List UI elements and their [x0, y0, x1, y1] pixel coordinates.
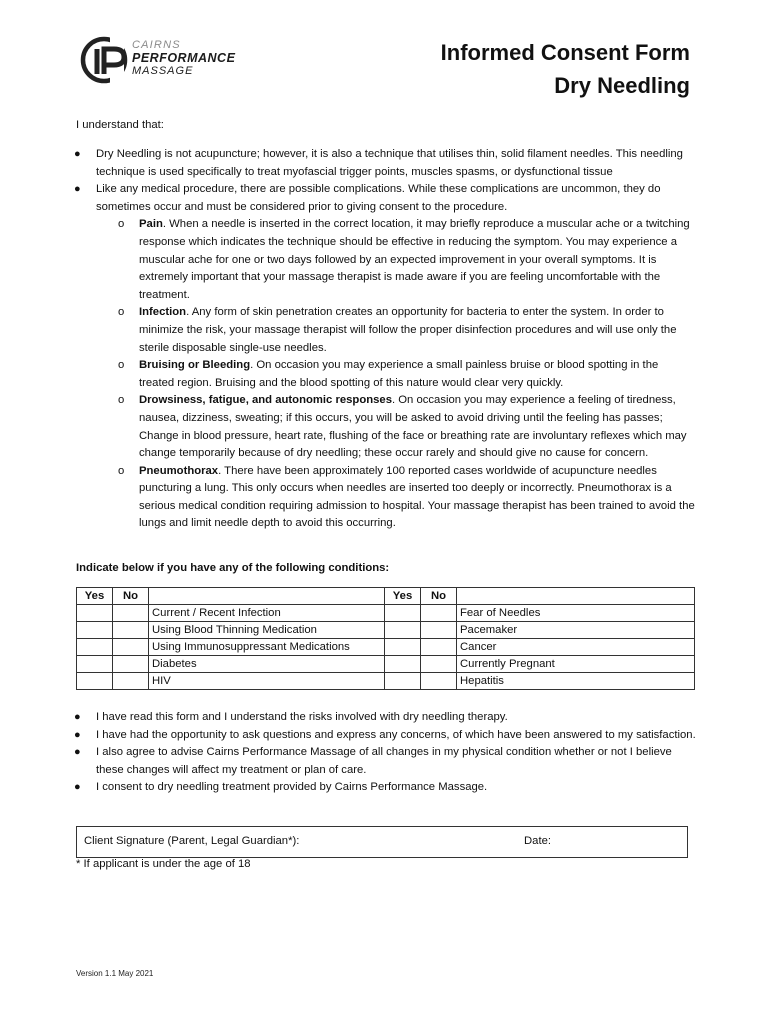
signature-field[interactable]: [76, 826, 688, 858]
complication-item: [76, 357, 696, 392]
circle-bullet-icon: o: [118, 218, 125, 231]
condition-label: HIV: [149, 673, 385, 690]
yes-checkbox-cell[interactable]: [77, 605, 113, 622]
list-item: ● Dry Needling is not acupuncture; however, it is also a technique that utilises thin, solid filament needles. This needling technique is used specifically to treat myofascial trigger points, muscles spasms, or dysfunctional tissue: [74, 148, 683, 178]
no-checkbox-cell[interactable]: [421, 605, 457, 622]
yes-checkbox-cell[interactable]: [77, 622, 113, 639]
conditions-table: [76, 587, 695, 690]
signature-label: Client Signature (Parent, Legal Guardian*):: [84, 835, 300, 847]
list-item: ● I have had the opportunity to ask questions and express any concerns, of which have been answered to my satisfaction.: [76, 727, 696, 745]
condition-label: Fear of Needles: [457, 605, 695, 622]
complication-text: . When a needle is inserted in the correct location, it may briefly reproduce a muscular ache or a twitching response which indicates the technique should be effective in reducing the symptom. You may experience a muscular ache for one or two days followed by an expected improvement in your overall symptoms. It is extremely important that your massage therapist is made aware if you are feeling uncomfortable with the treatment.: [139, 218, 690, 301]
table-header-row: [77, 588, 695, 605]
complication-term: Pneumothorax: [139, 464, 219, 477]
page-title: [441, 36, 690, 102]
complication-text: . Any form of skin penetration creates an opportunity for bacteria to enter the system. In order to minimize the risk, your massage therapist will follow the proper disinfection procedures and will use only the sterile disposable single-use needles.: [139, 306, 677, 354]
yes-checkbox-cell[interactable]: [77, 673, 113, 690]
circle-bullet-icon: o: [118, 394, 125, 407]
condition-label: Cancer: [457, 639, 695, 656]
bullet-icon: ●: [74, 183, 81, 196]
list-item: ● I have read this form and I understand the risks involved with dry needling therapy.: [76, 709, 696, 727]
condition-label: Pacemaker: [457, 622, 695, 639]
circle-bullet-icon: o: [118, 464, 125, 477]
no-header: No: [113, 588, 149, 605]
complication-item: [76, 463, 696, 533]
no-checkbox-cell[interactable]: [113, 622, 149, 639]
yes-checkbox-cell[interactable]: [385, 622, 421, 639]
company-logo: [80, 30, 260, 96]
logo-line-performance: PERFORMANCE: [132, 51, 236, 65]
complication-item: [76, 392, 696, 462]
list-item: ● Like any medical procedure, there are possible complications. While these complications are uncommon, they do sometimes occur and must be considered prior to giving consent to the procedure.: [74, 183, 661, 213]
no-checkbox-cell[interactable]: [421, 656, 457, 673]
yes-header: Yes: [385, 588, 421, 605]
complication-term: Pain: [139, 218, 163, 231]
yes-checkbox-cell[interactable]: [385, 673, 421, 690]
agreement-list: [76, 709, 696, 797]
yes-checkbox-cell[interactable]: [385, 656, 421, 673]
no-checkbox-cell[interactable]: [113, 605, 149, 622]
bullet-icon: ●: [74, 711, 81, 723]
yes-header: Yes: [77, 588, 113, 605]
yes-checkbox-cell[interactable]: [77, 656, 113, 673]
complication-term: Drowsiness, fatigue, and autonomic responses: [139, 394, 392, 407]
no-checkbox-cell[interactable]: [113, 673, 149, 690]
conditions-heading: Indicate below if you have any of the following conditions:: [76, 562, 390, 574]
no-header: No: [421, 588, 457, 605]
circle-bullet-icon: o: [118, 359, 125, 372]
yes-checkbox-cell[interactable]: [385, 605, 421, 622]
yes-checkbox-cell[interactable]: [77, 639, 113, 656]
table-row: [77, 673, 695, 690]
complication-term: Bruising or Bleeding: [139, 359, 251, 372]
complication-text: . On occasion you may experience a feeling of tiredness, nausea, dizziness, sweating; if this occurs, you will be asked to avoid driving until the feeling has passes; Change in blood pressure, heart rate, flushing of the face or breathing rate are involuntary reflexes which may change temporarily because of dry needling; these occur rarely and should give no cause for concern.: [139, 394, 687, 460]
logo-mark-icon: [80, 30, 130, 90]
understanding-list: [76, 146, 696, 533]
condition-label: Using Blood Thinning Medication: [149, 622, 385, 639]
list-item: ● I consent to dry needling treatment provided by Cairns Performance Massage.: [76, 779, 696, 797]
condition-label: Diabetes: [149, 656, 385, 673]
circle-bullet-icon: o: [118, 306, 125, 319]
table-row: [77, 656, 695, 673]
bullet-icon: ●: [74, 781, 81, 794]
condition-label: Hepatitis: [457, 673, 695, 690]
no-checkbox-cell[interactable]: [113, 639, 149, 656]
version-label: Version 1.1 May 2021: [76, 969, 154, 978]
condition-label: Using Immunosuppressant Medications: [149, 639, 385, 656]
condition-label: Currently Pregnant: [457, 656, 695, 673]
table-row: [77, 622, 695, 639]
no-checkbox-cell[interactable]: [421, 622, 457, 639]
logo-line-cairns: CAIRNS: [132, 39, 181, 51]
table-row: [77, 639, 695, 656]
intro-text: I understand that:: [76, 119, 164, 131]
title-line-2: Dry Needling: [554, 73, 690, 98]
bullet-icon: ●: [74, 148, 81, 160]
yes-checkbox-cell[interactable]: [385, 639, 421, 656]
complication-term: Infection: [139, 306, 187, 319]
table-row: [77, 605, 695, 622]
logo-line-massage: MASSAGE: [132, 64, 194, 77]
no-checkbox-cell[interactable]: [421, 639, 457, 656]
no-checkbox-cell[interactable]: [421, 673, 457, 690]
condition-label: Current / Recent Infection: [149, 605, 385, 622]
list-item: ● I also agree to advise Cairns Performance Massage of all changes in my physical condition whether or not I believe these changes will affect my treatment or plan of care.: [74, 746, 672, 776]
footnote: * If applicant is under the age of 18: [76, 858, 251, 870]
complication-text: . There have been approximately 100 reported cases worldwide of acupuncture needles puncturing a lung. This only occurs when needles are inserted too deeply or incorrectly. Pneumothorax is a serious medical condition requiring admission to hospital. Your massage therapist has been trained to avoid the lungs and limit needle depth to avoid this occurring.: [139, 464, 695, 530]
complication-item: [76, 216, 696, 304]
complication-item: [76, 304, 696, 357]
complication-text: . On occasion you may experience a small painless bruise or blood spotting in the treated region. Bruising and the blood spotting of this nature would clear very quickly.: [139, 359, 659, 389]
no-checkbox-cell[interactable]: [113, 656, 149, 673]
bullet-icon: ●: [74, 728, 81, 741]
bullet-icon: ●: [74, 746, 81, 759]
date-label: Date:: [524, 835, 552, 847]
title-line-1: Informed Consent Form: [440, 40, 690, 65]
